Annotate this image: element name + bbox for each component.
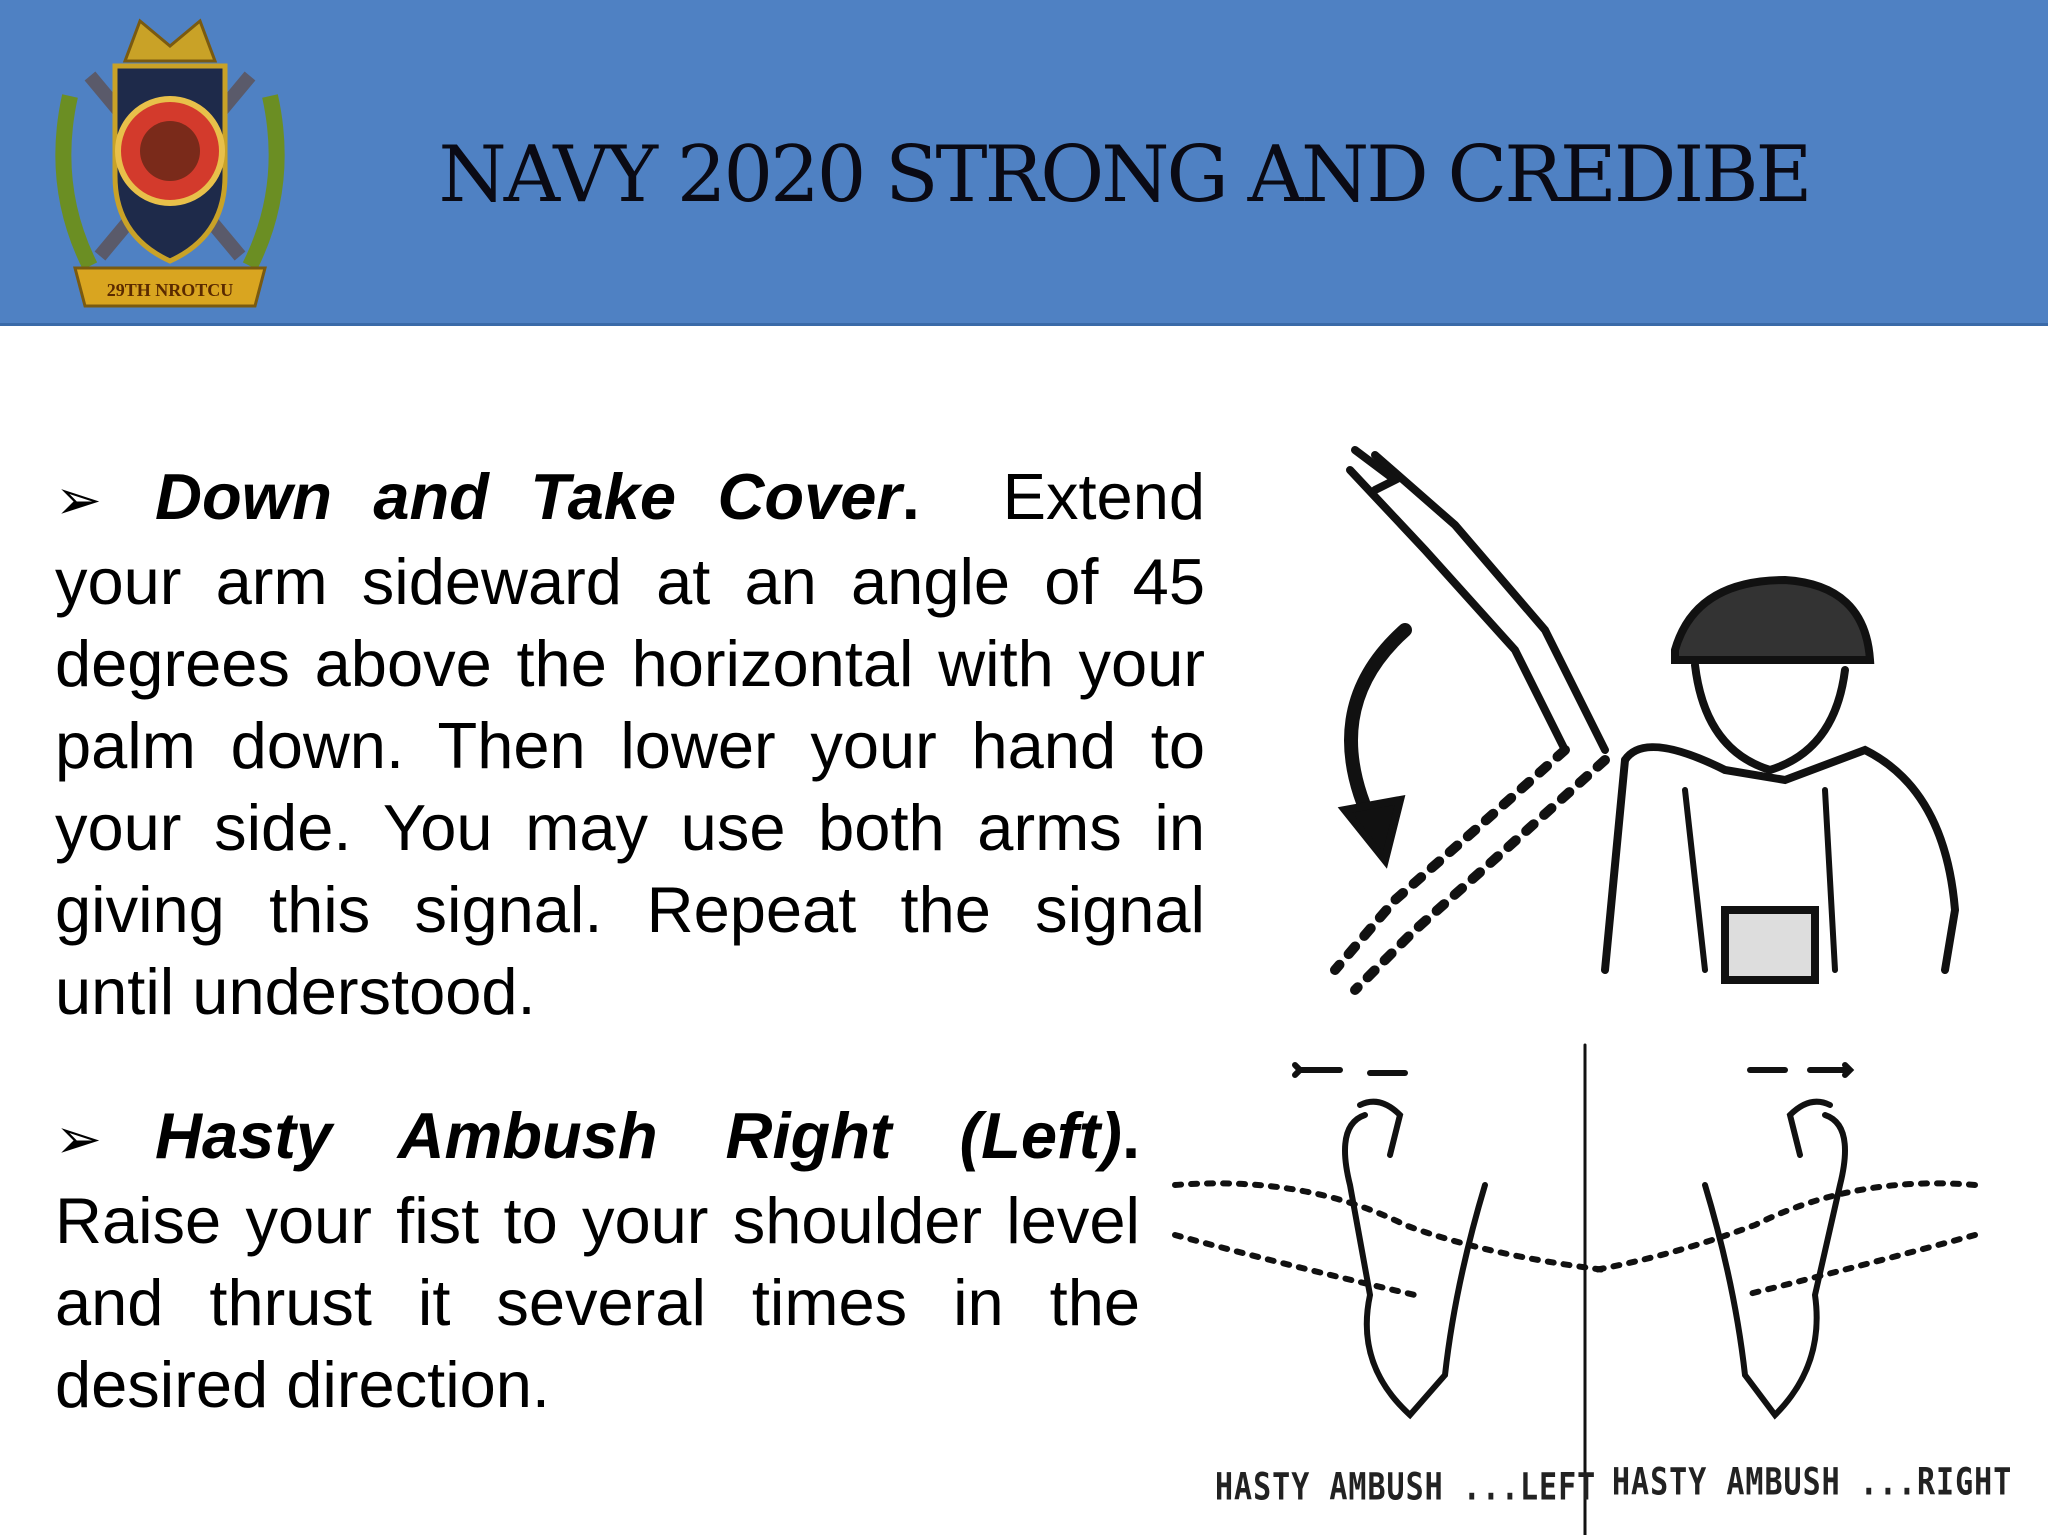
signal-description: Raise your fist to your shoulder level and thrust it several times in the desired direction. — [55, 1184, 1140, 1421]
slide-title: NAVY 2020 STRONG AND CREDIBE — [438, 130, 1810, 220]
paragraph-hasty-ambush: ➢ Hasty Ambush Right (Left). Raise your fist to your shoulder level and thrust it several times in the desired direction. — [55, 1099, 1140, 1421]
bullet-arrow-icon: ➢ — [55, 468, 102, 531]
signal-name: Down and Take Cover — [155, 460, 902, 533]
signal-description: Extend your arm sideward at an angle of 45 degrees above the horizontal with your palm down. Then lower your hand to your side. You may use both arms in giving this signal. Repeat the signal until understood. — [55, 460, 1205, 1028]
soldier-down-take-cover-illustration — [1225, 430, 1985, 1020]
unit-crest-icon — [30, 6, 310, 316]
figure-label-right: HASTY AMBUSH ...RIGHT — [1612, 1460, 2013, 1505]
bullet-arrow-icon: ➢ — [55, 1107, 102, 1170]
figure-label-left: HASTY AMBUSH ...LEFT — [1215, 1465, 1597, 1510]
header-bar — [0, 0, 2048, 326]
signal-name: Hasty Ambush Right (Left) — [155, 1099, 1122, 1172]
paragraph-down-take-cover: ➢ Down and Take Cover. Extend your arm sideward at an angle of 45 degrees above the horizontal with your palm down. Then lower your hand to your side. You may use both arms in giving this signal. Repeat the signal until understood. — [55, 460, 1205, 1028]
svg-text:29TH NROTCU: 29TH NROTCU — [106, 280, 234, 300]
